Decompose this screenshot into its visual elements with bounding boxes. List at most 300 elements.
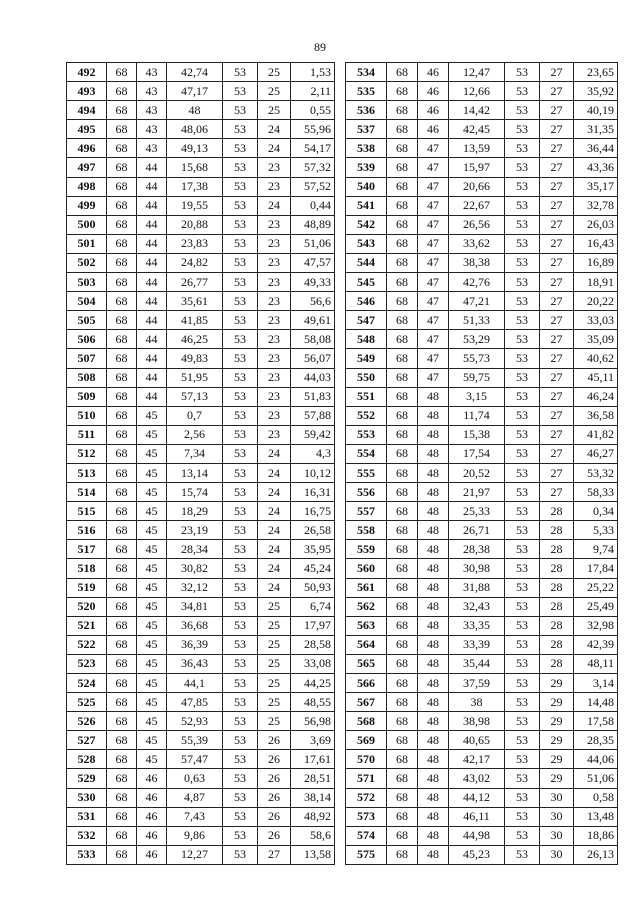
table-cell: 57,13 [167, 387, 223, 406]
table-cell: 47 [418, 253, 449, 272]
table-row [67, 139, 335, 158]
table-cell: 23 [258, 253, 291, 272]
table-cell: 26 [258, 769, 291, 788]
table-cell: 49,83 [167, 349, 223, 368]
table-cell: 21,97 [449, 483, 505, 502]
table-row [67, 807, 335, 826]
row-number-cell: 517 [67, 540, 107, 559]
table-cell: 53 [505, 425, 540, 444]
table-cell: 47 [418, 273, 449, 292]
table-cell: 68 [387, 559, 418, 578]
table-cell: 68 [107, 444, 137, 463]
table-row [346, 425, 618, 444]
table-cell: 48 [418, 483, 449, 502]
table-row [346, 63, 618, 82]
page-number: 89 [314, 40, 326, 54]
table-cell: 68 [107, 158, 137, 177]
table-cell: 28 [540, 654, 574, 673]
table-cell: 12,47 [449, 63, 505, 82]
table-cell: 25 [258, 82, 291, 101]
table-row [346, 253, 618, 272]
table-cell: 17,58 [574, 712, 618, 731]
row-number-cell: 545 [346, 273, 387, 292]
row-number-cell: 524 [67, 674, 107, 693]
table-cell: 29 [540, 731, 574, 750]
table-row [346, 196, 618, 215]
table-cell: 45,24 [291, 559, 335, 578]
row-number-cell: 516 [67, 521, 107, 540]
table-cell: 48 [418, 788, 449, 807]
table-cell: 48 [418, 578, 449, 597]
table-cell: 17,54 [449, 444, 505, 463]
table-cell: 0,58 [574, 788, 618, 807]
table-cell: 24,82 [167, 253, 223, 272]
table-cell: 23 [258, 292, 291, 311]
table-cell: 45 [137, 712, 167, 731]
table-cell: 46,25 [167, 330, 223, 349]
row-number-cell: 515 [67, 502, 107, 521]
table-cell: 24 [258, 559, 291, 578]
table-cell: 7,34 [167, 444, 223, 463]
table-cell: 48,06 [167, 120, 223, 139]
table-row [67, 444, 335, 463]
table-cell: 53 [505, 578, 540, 597]
table-cell: 55,96 [291, 120, 335, 139]
table-cell: 13,14 [167, 463, 223, 482]
table-cell: 53 [223, 63, 258, 82]
table-cell: 15,38 [449, 425, 505, 444]
table-cell: 68 [387, 578, 418, 597]
table-cell: 68 [387, 139, 418, 158]
table-cell: 45 [137, 521, 167, 540]
table-row [67, 311, 335, 330]
table-cell: 53 [223, 750, 258, 769]
row-number-cell: 513 [67, 463, 107, 482]
table-cell: 25 [258, 616, 291, 635]
row-number-cell: 507 [67, 349, 107, 368]
table-cell: 49,61 [291, 311, 335, 330]
table-row [346, 807, 618, 826]
table-cell: 43,02 [449, 769, 505, 788]
table-row [346, 693, 618, 712]
table-cell: 68 [387, 502, 418, 521]
row-number-cell: 493 [67, 82, 107, 101]
table-cell: 68 [387, 82, 418, 101]
table-row [67, 712, 335, 731]
table-cell: 40,19 [574, 101, 618, 120]
table-cell: 53 [505, 158, 540, 177]
table-cell: 55,39 [167, 731, 223, 750]
table-cell: 30 [540, 788, 574, 807]
row-number-cell: 519 [67, 578, 107, 597]
table-cell: 25 [258, 674, 291, 693]
table-row [346, 330, 618, 349]
row-number-cell: 552 [346, 406, 387, 425]
table-row [67, 234, 335, 253]
table-row [67, 406, 335, 425]
table-cell: 68 [107, 483, 137, 502]
table-cell: 27 [540, 368, 574, 387]
table-cell: 68 [107, 769, 137, 788]
table-cell: 53 [223, 826, 258, 845]
table-cell: 27 [540, 311, 574, 330]
table-cell: 53 [505, 273, 540, 292]
table-cell: 27 [540, 120, 574, 139]
table-cell: 68 [107, 463, 137, 482]
table-row [346, 444, 618, 463]
table-cell: 25 [258, 693, 291, 712]
table-cell: 27 [540, 444, 574, 463]
table-cell: 45 [137, 540, 167, 559]
row-number-cell: 543 [346, 234, 387, 253]
table-cell: 28,38 [449, 540, 505, 559]
row-number-cell: 570 [346, 750, 387, 769]
table-cell: 68 [387, 826, 418, 845]
table-cell: 33,62 [449, 234, 505, 253]
table-row [346, 120, 618, 139]
table-row [346, 788, 618, 807]
table-row [67, 635, 335, 654]
table-cell: 54,17 [291, 139, 335, 158]
table-cell: 44 [137, 311, 167, 330]
table-cell: 44 [137, 330, 167, 349]
table-cell: 46 [137, 807, 167, 826]
table-cell: 28 [540, 616, 574, 635]
row-number-cell: 532 [67, 826, 107, 845]
table-cell: 68 [387, 387, 418, 406]
table-cell: 42,39 [574, 635, 618, 654]
table-row [346, 712, 618, 731]
table-row [346, 215, 618, 234]
table-cell: 68 [387, 597, 418, 616]
table-cell: 53 [223, 196, 258, 215]
table-row [346, 82, 618, 101]
table-cell: 59,42 [291, 425, 335, 444]
table-cell: 68 [107, 63, 137, 82]
table-cell: 24 [258, 444, 291, 463]
table-cell: 44 [137, 196, 167, 215]
row-number-cell: 560 [346, 559, 387, 578]
table-cell: 16,31 [291, 483, 335, 502]
row-number-cell: 549 [346, 349, 387, 368]
table-cell: 23,83 [167, 234, 223, 253]
table-row [67, 731, 335, 750]
table-cell: 68 [107, 540, 137, 559]
table-cell: 47 [418, 368, 449, 387]
table-cell: 68 [107, 693, 137, 712]
row-number-cell: 542 [346, 215, 387, 234]
table-cell: 33,03 [574, 311, 618, 330]
table-cell: 27 [540, 273, 574, 292]
table-cell: 53 [223, 483, 258, 502]
table-cell: 27 [540, 406, 574, 425]
table-cell: 53 [223, 406, 258, 425]
row-number-cell: 567 [346, 693, 387, 712]
table-cell: 9,74 [574, 540, 618, 559]
table-cell: 23 [258, 177, 291, 196]
table-cell: 32,78 [574, 196, 618, 215]
table-cell: 23 [258, 349, 291, 368]
table-cell: 36,43 [167, 654, 223, 673]
table-cell: 56,07 [291, 349, 335, 368]
table-row [67, 368, 335, 387]
table-cell: 45 [137, 674, 167, 693]
row-number-cell: 548 [346, 330, 387, 349]
table-cell: 28,51 [291, 769, 335, 788]
table-cell: 33,39 [449, 635, 505, 654]
table-cell: 0,63 [167, 769, 223, 788]
row-number-cell: 530 [67, 788, 107, 807]
table-cell: 27 [258, 845, 291, 864]
table-cell: 20,22 [574, 292, 618, 311]
table-cell: 37,59 [449, 674, 505, 693]
table-cell: 47,85 [167, 693, 223, 712]
table-cell: 68 [387, 654, 418, 673]
table-cell: 45 [137, 425, 167, 444]
row-number-cell: 497 [67, 158, 107, 177]
table-cell: 53 [223, 330, 258, 349]
table-cell: 13,59 [449, 139, 505, 158]
table-cell: 13,48 [574, 807, 618, 826]
table-cell: 53 [505, 311, 540, 330]
table-cell: 32,43 [449, 597, 505, 616]
table-cell: 38,14 [291, 788, 335, 807]
table-cell: 0,44 [291, 196, 335, 215]
table-cell: 17,38 [167, 177, 223, 196]
table-cell: 5,33 [574, 521, 618, 540]
table-cell: 48 [418, 750, 449, 769]
table-cell: 68 [387, 463, 418, 482]
table-cell: 59,75 [449, 368, 505, 387]
table-cell: 57,88 [291, 406, 335, 425]
table-cell: 48 [418, 807, 449, 826]
table-cell: 53 [505, 712, 540, 731]
table-cell: 34,81 [167, 597, 223, 616]
table-cell: 46,11 [449, 807, 505, 826]
table-cell: 44,25 [291, 674, 335, 693]
table-cell: 41,82 [574, 425, 618, 444]
table-cell: 53 [505, 845, 540, 864]
table-cell: 68 [107, 311, 137, 330]
table-row [346, 769, 618, 788]
table-cell: 53 [505, 120, 540, 139]
table-row [346, 616, 618, 635]
table-cell: 68 [387, 311, 418, 330]
table-cell: 3,69 [291, 731, 335, 750]
table-cell: 55,73 [449, 349, 505, 368]
data-table-left [66, 62, 335, 865]
table-cell: 68 [387, 368, 418, 387]
table-cell: 53 [505, 101, 540, 120]
row-number-cell: 546 [346, 292, 387, 311]
table-cell: 53 [223, 712, 258, 731]
table-cell: 27 [540, 177, 574, 196]
row-number-cell: 509 [67, 387, 107, 406]
table-cell: 47 [418, 215, 449, 234]
table-cell: 44,06 [574, 750, 618, 769]
table-cell: 48 [418, 425, 449, 444]
table-cell: 68 [107, 731, 137, 750]
table-cell: 43 [137, 101, 167, 120]
table-cell: 0,34 [574, 502, 618, 521]
table-cell: 57,52 [291, 177, 335, 196]
table-cell: 23 [258, 311, 291, 330]
table-row [67, 292, 335, 311]
row-number-cell: 525 [67, 693, 107, 712]
table-cell: 53 [505, 82, 540, 101]
table-cell: 48,11 [574, 654, 618, 673]
table-cell: 43 [137, 139, 167, 158]
row-number-cell: 550 [346, 368, 387, 387]
table-cell: 45 [137, 502, 167, 521]
table-cell: 48 [418, 540, 449, 559]
table-cell: 16,43 [574, 234, 618, 253]
table-cell: 68 [107, 826, 137, 845]
table-cell: 53 [505, 177, 540, 196]
table-cell: 48 [418, 597, 449, 616]
table-cell: 28 [540, 578, 574, 597]
table-cell: 33,08 [291, 654, 335, 673]
table-cell: 68 [387, 750, 418, 769]
table-cell: 53 [223, 139, 258, 158]
row-number-cell: 539 [346, 158, 387, 177]
table-cell: 68 [107, 253, 137, 272]
table-cell: 25,49 [574, 597, 618, 616]
table-row [67, 674, 335, 693]
row-number-cell: 501 [67, 234, 107, 253]
table-cell: 68 [107, 273, 137, 292]
table-cell: 53 [223, 273, 258, 292]
row-number-cell: 568 [346, 712, 387, 731]
table-cell: 48 [418, 635, 449, 654]
table-cell: 53 [505, 444, 540, 463]
table-row [67, 425, 335, 444]
table-cell: 53 [223, 349, 258, 368]
table-cell: 68 [387, 731, 418, 750]
table-cell: 23 [258, 215, 291, 234]
table-cell: 28 [540, 597, 574, 616]
table-cell: 68 [107, 292, 137, 311]
data-table-right [345, 62, 618, 865]
table-cell: 47 [418, 196, 449, 215]
table-cell: 68 [107, 425, 137, 444]
table-cell: 43,36 [574, 158, 618, 177]
table-cell: 48 [167, 101, 223, 120]
table-cell: 32,12 [167, 578, 223, 597]
table-cell: 68 [387, 406, 418, 425]
table-cell: 46 [418, 82, 449, 101]
table-cell: 68 [387, 712, 418, 731]
table-cell: 68 [107, 349, 137, 368]
table-cell: 53 [505, 330, 540, 349]
table-cell: 68 [387, 63, 418, 82]
table-row [346, 845, 618, 864]
table-cell: 53 [223, 521, 258, 540]
table-cell: 48 [418, 731, 449, 750]
table-cell: 24 [258, 521, 291, 540]
table-cell: 27 [540, 330, 574, 349]
table-cell: 48 [418, 693, 449, 712]
table-row [67, 502, 335, 521]
table-cell: 53 [223, 578, 258, 597]
table-cell: 51,95 [167, 368, 223, 387]
table-cell: 53 [223, 654, 258, 673]
row-number-cell: 555 [346, 463, 387, 482]
table-cell: 68 [107, 521, 137, 540]
table-row [346, 731, 618, 750]
table-cell: 45 [137, 463, 167, 482]
row-number-cell: 535 [346, 82, 387, 101]
row-number-cell: 547 [346, 311, 387, 330]
table-cell: 33,35 [449, 616, 505, 635]
table-cell: 9,86 [167, 826, 223, 845]
row-number-cell: 544 [346, 253, 387, 272]
table-cell: 47 [418, 177, 449, 196]
table-cell: 49,13 [167, 139, 223, 158]
table-cell: 44,12 [449, 788, 505, 807]
table-cell: 68 [107, 712, 137, 731]
table-cell: 29 [540, 674, 574, 693]
row-number-cell: 498 [67, 177, 107, 196]
table-cell: 58,6 [291, 826, 335, 845]
table-cell: 27 [540, 463, 574, 482]
table-cell: 48 [418, 521, 449, 540]
table-cell: 44 [137, 253, 167, 272]
table-cell: 50,93 [291, 578, 335, 597]
table-cell: 53 [505, 387, 540, 406]
table-cell: 24 [258, 463, 291, 482]
table-cell: 47 [418, 139, 449, 158]
table-cell: 68 [387, 330, 418, 349]
row-number-cell: 506 [67, 330, 107, 349]
table-cell: 68 [387, 215, 418, 234]
table-cell: 16,75 [291, 502, 335, 521]
table-cell: 2,56 [167, 425, 223, 444]
table-cell: 46 [137, 826, 167, 845]
row-number-cell: 505 [67, 311, 107, 330]
table-cell: 53 [223, 845, 258, 864]
table-cell: 68 [107, 330, 137, 349]
table-cell: 53 [223, 368, 258, 387]
table-cell: 35,61 [167, 292, 223, 311]
table-cell: 68 [387, 769, 418, 788]
table-cell: 28,34 [167, 540, 223, 559]
table-cell: 53 [505, 654, 540, 673]
table-cell: 43 [137, 82, 167, 101]
table-cell: 45,11 [574, 368, 618, 387]
table-cell: 26 [258, 731, 291, 750]
table-cell: 53 [223, 177, 258, 196]
table-cell: 53 [223, 101, 258, 120]
table-cell: 27 [540, 253, 574, 272]
table-cell: 68 [107, 196, 137, 215]
table-cell: 68 [107, 635, 137, 654]
table-cell: 48 [418, 674, 449, 693]
table-cell: 51,33 [449, 311, 505, 330]
table-cell: 4,3 [291, 444, 335, 463]
table-row [67, 215, 335, 234]
table-cell: 14,42 [449, 101, 505, 120]
table-cell: 17,61 [291, 750, 335, 769]
table-row [67, 693, 335, 712]
table-cell: 31,88 [449, 578, 505, 597]
table-row [67, 253, 335, 272]
row-number-cell: 522 [67, 635, 107, 654]
table-cell: 35,92 [574, 82, 618, 101]
table-cell: 41,85 [167, 311, 223, 330]
table-cell: 28 [540, 502, 574, 521]
table-cell: 56,6 [291, 292, 335, 311]
